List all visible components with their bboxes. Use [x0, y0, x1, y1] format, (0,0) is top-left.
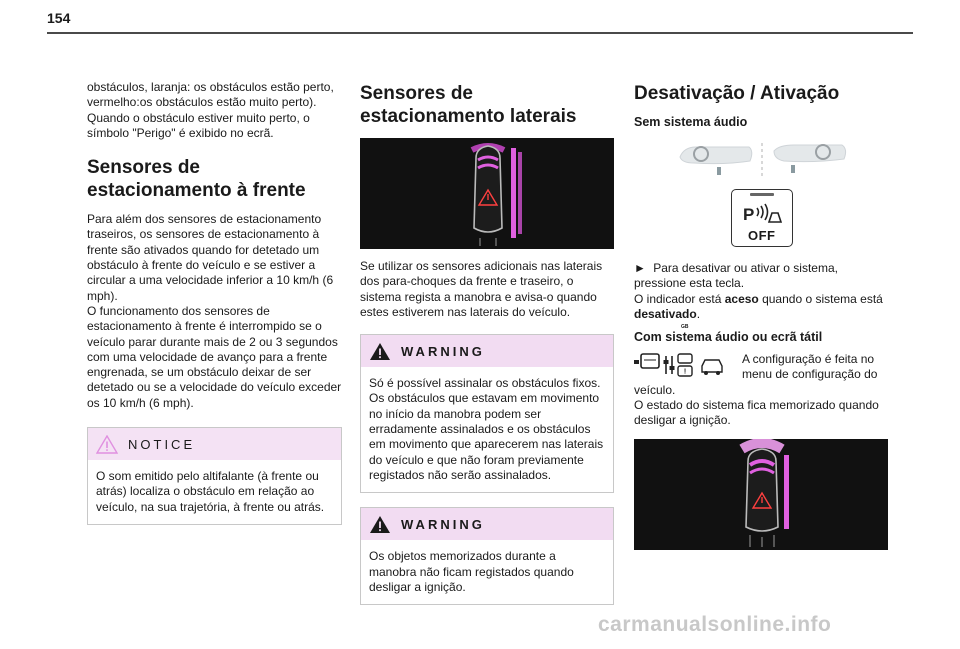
- svg-text:!: !: [683, 368, 687, 376]
- warning-1-title: WARNING: [401, 343, 485, 359]
- dashboard-illustration: [634, 139, 890, 181]
- with-audio-subheading: Com sistema áudio ou ecrã tátil: [634, 330, 823, 345]
- warning-2-text: Os objetos memorizados durante a manobra não ficam registados quando desligar a ignição.: [369, 549, 574, 594]
- side-sensors-illustration: [360, 138, 614, 249]
- intro-paragraph: obstáculos, laranja: os obstáculos estão perto, vermelho:os obstáculos estão muito perto). Quando o obstáculo estiver muito perto, o símbolo "Perigo" é exibido no ecrã.: [87, 80, 334, 140]
- system-state-illustration: [634, 439, 888, 550]
- memory-text: O estado do sistema fica memorizado quando desligar a ignição.: [634, 398, 879, 428]
- front-sensors-body-1: Para além dos sensores de estacionamento traseiros, os sensores de estacionamento à frente são ativados quando for detetado um obstáculo à frente do veículo e se estiver a circular a uma velocidade inferior a 10 km/h (6 mph).: [87, 212, 334, 303]
- config-text-end: veículo.: [634, 382, 676, 397]
- indicator-text-mid: quando o sistema está: [758, 291, 883, 306]
- notice-triangle-icon: [96, 435, 118, 454]
- indicator-paragraph: [634, 292, 890, 323]
- gb-label: GB: [681, 324, 689, 330]
- warning-triangle-icon: [369, 342, 391, 361]
- notice-box: [87, 427, 342, 525]
- column-2: [360, 82, 614, 605]
- step-text: Para desativar ou ativar o sistema, pressione esta tecla.: [634, 261, 838, 291]
- notice-title: NOTICE: [128, 436, 196, 452]
- warning-box-1: [360, 334, 614, 493]
- warning-2-title: WARNING: [401, 516, 485, 532]
- front-sensors-body-2: O funcionamento dos sensores de estacionamento à frente é interrompido se o veículo parar durante mais de 2 ou 3 segundos com uma velocidade de avanço para a frente engrenada, se um obstáculo deixar de ser detetado ou se a velocidade do veículo exceder os 10 km/h (6 mph).: [87, 303, 342, 410]
- without-audio-subheading: Sem sistema áudio: [634, 115, 748, 129]
- side-sensors-heading: Sensores de estacionamento laterais: [360, 83, 577, 127]
- indicator-off-word: desativado: [634, 306, 697, 321]
- site-logo: carmanualsonline.info: [598, 613, 832, 636]
- instruction-step: [634, 261, 890, 292]
- car-sensor-diagram: [360, 138, 614, 249]
- config-row: [634, 352, 890, 383]
- menu-icons: [634, 352, 736, 380]
- indicator-led: [750, 193, 774, 196]
- park-sensor-icon: [742, 202, 782, 226]
- column-1: [87, 80, 342, 525]
- warning-2-header: [361, 508, 613, 540]
- step-arrow: ►: [634, 261, 646, 275]
- indicator-text-pre: O indicador está: [634, 291, 725, 306]
- car-sensor-diagram-2: [634, 439, 888, 550]
- notice-text: O som emitido pelo altifalante (à frente ou atrás) localiza o obstáculo em relação ao veículo, na sua trajetória, à frente ou atrás.: [96, 469, 325, 514]
- indicator-text-end: .: [696, 306, 701, 321]
- indicator-on-word: aceso: [724, 291, 759, 306]
- page-number: 154: [47, 10, 71, 26]
- park-sensor-off-button[interactable]: [731, 189, 793, 247]
- deactivation-heading: Desativação / Ativação: [634, 83, 840, 104]
- warning-1-text: Só é possível assinalar os obstáculos fixos. Os obstáculos que estavam em movimento no início da manobra podem ser erradamente assinalados e os obstáculos em movimento que aparecerem nas laterais do veículo e que não foram previamente registados não serão assinalados.: [369, 376, 604, 482]
- dashboard-icon: [634, 139, 890, 181]
- notice-header: [88, 428, 341, 460]
- svg-text:P: P: [743, 205, 755, 224]
- front-sensors-heading: Sensores de estacionamento à frente: [87, 157, 306, 202]
- warning-1-header: [361, 335, 613, 367]
- config-text: A configuração é feita no menu de configuração do: [742, 352, 878, 382]
- column-3: [634, 82, 890, 550]
- off-label: OFF: [748, 228, 776, 243]
- warning-box-2: [360, 507, 614, 605]
- warning-triangle-icon: [369, 515, 391, 534]
- header-rule: [47, 32, 913, 34]
- side-sensors-body: Se utilizar os sensores adicionais nas laterais dos para-choques da frente e traseiro, o sistema regista a manobra e avisa-o quando estes estiverem nas laterais do veículo.: [360, 259, 603, 319]
